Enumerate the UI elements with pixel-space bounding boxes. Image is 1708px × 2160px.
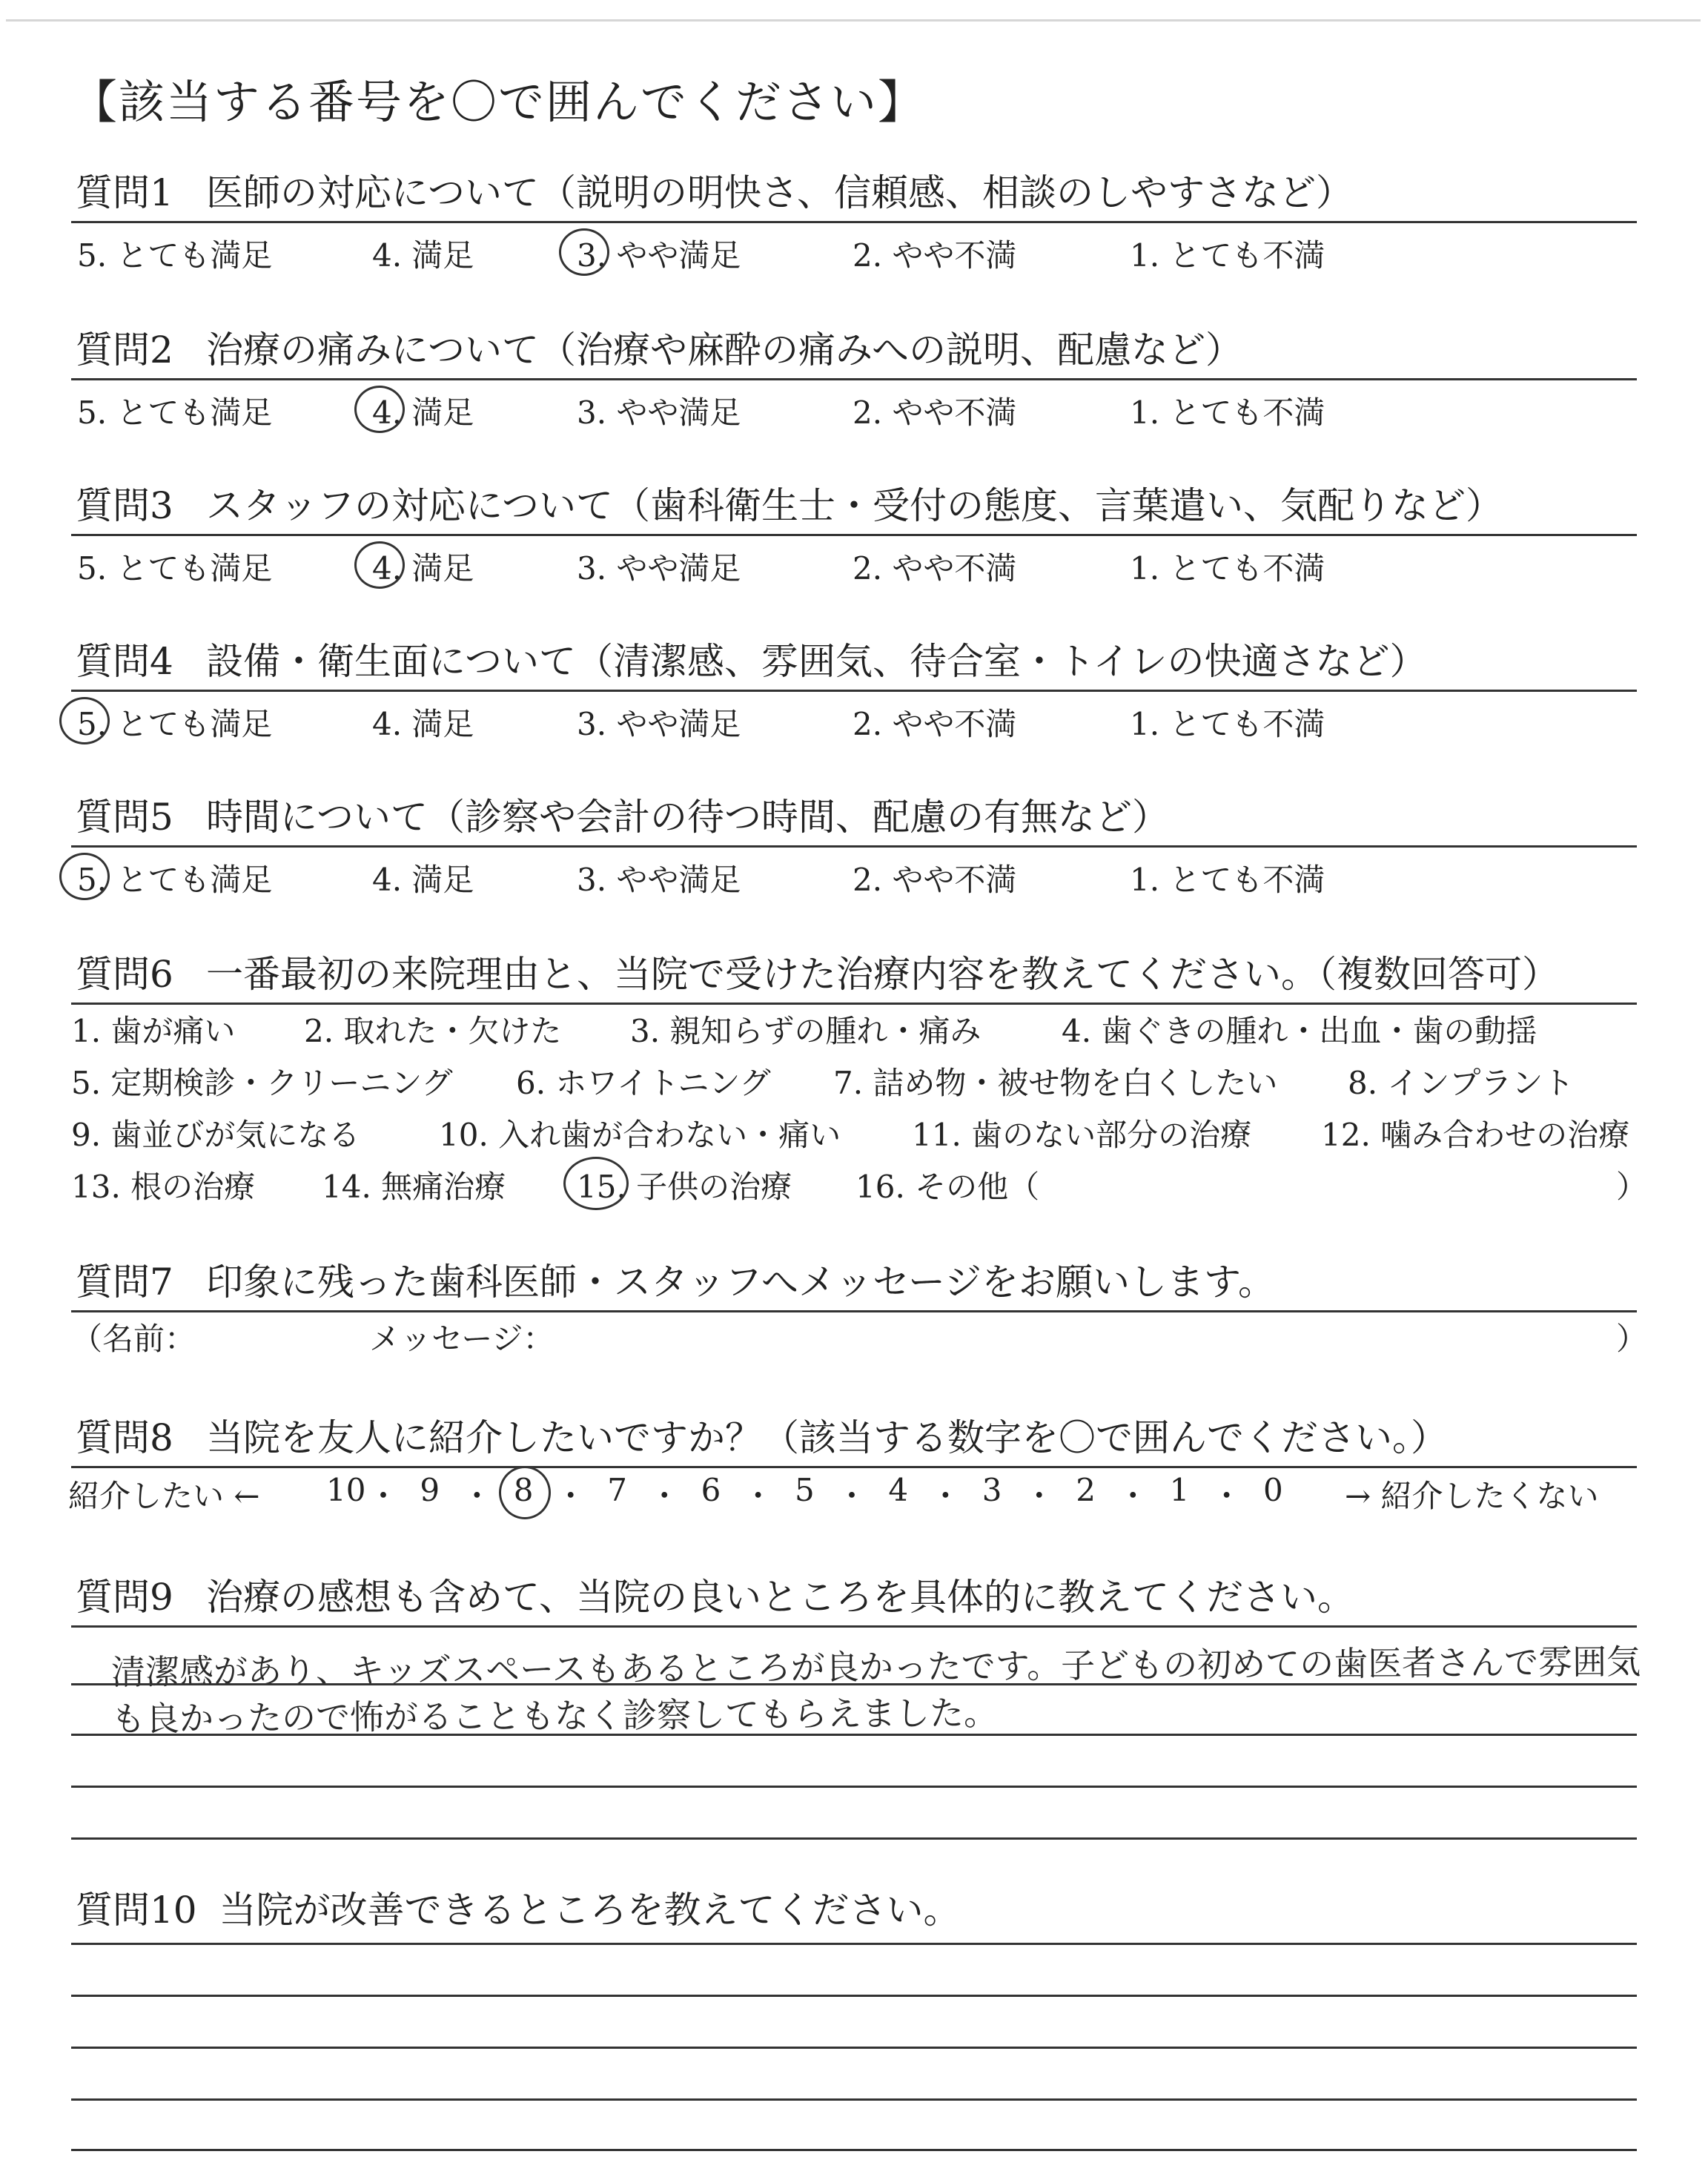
question-text: 当院が改善できるところを教えてください。 <box>219 1889 961 1932</box>
rating-option[interactable]: 2. やや不満 <box>853 862 1017 898</box>
question-text: 当院を友人に紹介したいですか？（該当する数字を〇で囲んでください。） <box>206 1416 1448 1459</box>
rating-option[interactable]: 5. とても満足 <box>77 237 273 274</box>
question-8-header <box>71 1414 1637 1468</box>
rating-option[interactable]: 3. やや満足 <box>577 862 741 898</box>
rating-option[interactable]: 4. 満足 <box>372 706 474 742</box>
answer-line <box>71 1786 1637 1788</box>
rating-option[interactable]: 2. やや不満 <box>853 550 1017 587</box>
scale-separator: ・ <box>742 1478 774 1514</box>
scale-number[interactable]: 3 <box>982 1472 1002 1508</box>
reason-option[interactable]: 3. 親知らずの腫れ・痛み <box>630 1013 982 1049</box>
answer-line <box>71 1943 1637 1945</box>
scale-number[interactable]: 1 <box>1169 1472 1190 1508</box>
rating-option[interactable]: 1. とても不満 <box>1130 237 1325 274</box>
question-number: 質問5 <box>76 796 173 839</box>
question-text: 治療の痛みについて（治療や麻酔の痛みへの説明、配慮など） <box>206 328 1242 371</box>
answer-line <box>71 2098 1637 2101</box>
page-title: 【該当する番号を〇で囲んでください】 <box>71 75 926 129</box>
question-number: 質問10 <box>76 1889 197 1932</box>
message-label: メッセージ： <box>369 1321 555 1357</box>
reason-option[interactable]: 11. 歯のない部分の治療 <box>912 1117 1252 1153</box>
question-text: 設備・衛生面について（清潔感、雰囲気、待合室・トイレの快適さなど） <box>206 640 1427 683</box>
scale-number[interactable]: 4 <box>888 1472 909 1508</box>
selected-circle-mark <box>559 228 609 276</box>
rating-option[interactable]: 1. とても不満 <box>1130 550 1325 587</box>
selected-circle-mark <box>354 386 405 433</box>
scale-separator: ・ <box>1211 1478 1242 1514</box>
rating-option[interactable]: 4. 満足 <box>372 237 474 274</box>
rating-option[interactable]: 1. とても不満 <box>1130 394 1325 431</box>
selected-circle-mark <box>59 697 110 744</box>
question-1-header <box>71 169 1637 223</box>
rating-option[interactable]: 3. やや満足 <box>577 394 741 431</box>
question-number: 質問3 <box>76 484 173 527</box>
scale-separator: ・ <box>930 1478 961 1514</box>
reason-option[interactable]: 16. その他（ <box>855 1169 1040 1205</box>
question-text: 一番最初の来院理由と、当院で受けた治療内容を教えてください。（複数回答可） <box>206 953 1559 996</box>
question-text: 治療の感想も含めて、当院の良いところを具体的に教えてください。 <box>206 1576 1354 1619</box>
selected-circle-mark <box>59 853 110 900</box>
question-7-header <box>71 1258 1637 1312</box>
scale-separator: ・ <box>555 1478 586 1514</box>
rating-option[interactable]: 4. 満足 <box>372 394 474 431</box>
question-10-header <box>76 1880 961 1934</box>
recommend-right-label: → 紹介したくない <box>1345 1478 1599 1514</box>
selected-circle-mark <box>563 1157 629 1210</box>
rating-option[interactable]: 3. やや満足 <box>577 237 741 274</box>
other-close-paren: ） <box>1616 1169 1648 1205</box>
name-label: （名前： <box>71 1321 196 1357</box>
question-number: 質問9 <box>76 1576 173 1619</box>
scale-number[interactable]: 8 <box>513 1472 534 1508</box>
question-number: 質問1 <box>76 171 173 214</box>
answer-line <box>71 2047 1637 2049</box>
scale-number[interactable]: 5 <box>795 1472 815 1508</box>
scale-number[interactable]: 0 <box>1263 1472 1283 1508</box>
question-number: 質問4 <box>76 640 173 683</box>
reason-option[interactable]: 2. 取れた・欠けた <box>304 1013 562 1049</box>
reason-option[interactable]: 15. 子供の治療 <box>577 1169 792 1205</box>
rating-option[interactable]: 5. とても満足 <box>77 706 273 742</box>
selected-circle-mark <box>354 541 405 589</box>
answer-line <box>71 1683 1637 1685</box>
rating-option[interactable]: 2. やや不満 <box>853 237 1017 274</box>
rating-option[interactable]: 4. 満足 <box>372 550 474 587</box>
scale-number[interactable]: 9 <box>420 1472 440 1508</box>
answer-line <box>71 1995 1637 1997</box>
reason-option[interactable]: 13. 根の治療 <box>71 1169 256 1205</box>
scale-separator: ・ <box>368 1478 400 1514</box>
rating-option[interactable]: 5. とても満足 <box>77 394 273 431</box>
question-2-header <box>71 326 1637 380</box>
reason-option[interactable]: 10. 入れ歯が合わない・痛い <box>439 1117 841 1153</box>
question-text: 印象に残った歯科医師・スタッフへメッセージをお願いします。 <box>206 1261 1275 1304</box>
scale-number[interactable]: 6 <box>701 1472 721 1508</box>
reason-option[interactable]: 1. 歯が痛い <box>71 1013 236 1049</box>
recommend-left-label: 紹介したい ← <box>68 1478 260 1514</box>
rating-option[interactable]: 1. とても不満 <box>1130 862 1325 898</box>
reason-option[interactable]: 6. ホワイトニング <box>516 1065 771 1101</box>
rating-option[interactable]: 5. とても満足 <box>77 550 273 587</box>
question-4-header <box>71 638 1637 692</box>
question-number: 質問7 <box>76 1261 173 1304</box>
selected-circle-mark <box>499 1466 551 1519</box>
reason-option[interactable]: 5. 定期検診・クリーニング <box>71 1065 453 1101</box>
answer-line <box>71 1734 1637 1736</box>
question-3-header <box>71 482 1637 536</box>
handwritten-answer-line: 清潔感があり、キッズスペースもあるところが良かったです。子どもの初めての歯医者さんで雰囲気 <box>110 1641 1641 1693</box>
rating-option[interactable]: 2. やや不満 <box>853 706 1017 742</box>
scan-edge-line <box>6 19 1701 22</box>
reason-option[interactable]: 9. 歯並びが気になる <box>71 1117 360 1153</box>
question-6-header <box>71 951 1637 1005</box>
question-number: 質問6 <box>76 953 173 996</box>
rating-option[interactable]: 2. やや不満 <box>853 394 1017 431</box>
question-number: 質問2 <box>76 328 173 371</box>
question-5-header <box>71 793 1637 848</box>
scale-separator: ・ <box>1117 1478 1149 1514</box>
scale-number[interactable]: 2 <box>1076 1472 1096 1508</box>
answer-line <box>71 1837 1637 1840</box>
reason-option[interactable]: 8. インプラント <box>1348 1065 1575 1101</box>
q7-close-paren: ） <box>1616 1321 1648 1357</box>
question-text: 時間について（診察や会計の待つ時間、配慮の有無など） <box>206 796 1169 839</box>
answer-line <box>71 2149 1637 2151</box>
question-number: 質問8 <box>76 1416 173 1459</box>
rating-option[interactable]: 5. とても満足 <box>77 862 273 898</box>
rating-option[interactable]: 1. とても不満 <box>1130 706 1325 742</box>
question-9-header <box>71 1573 1637 1628</box>
reason-option[interactable]: 7. 詰め物・被せ物を白くしたい <box>833 1065 1278 1101</box>
reason-option[interactable]: 12. 噛み合わせの治療 <box>1321 1117 1630 1153</box>
scale-number[interactable]: 7 <box>607 1472 627 1508</box>
question-text: 医師の対応について（説明の明快さ、信頼感、相談のしやすさなど） <box>206 171 1353 214</box>
scale-number[interactable]: 10 <box>326 1472 366 1508</box>
reason-option[interactable]: 4. 歯ぐきの腫れ・出血・歯の動揺 <box>1062 1013 1537 1049</box>
scale-separator: ・ <box>836 1478 868 1514</box>
scale-separator: ・ <box>461 1478 493 1514</box>
handwritten-answer-line: も良かったので怖がることもなく診察してもらえました。 <box>110 1692 999 1740</box>
question-text: スタッフの対応について（歯科衛生士・受付の態度、言葉遣い、気配りなど） <box>206 484 1503 527</box>
rating-option[interactable]: 3. やや満足 <box>577 550 741 587</box>
reason-option[interactable]: 14. 無痛治療 <box>322 1169 506 1205</box>
rating-option[interactable]: 4. 満足 <box>372 862 474 898</box>
scale-separator: ・ <box>649 1478 681 1514</box>
rating-option[interactable]: 3. やや満足 <box>577 706 741 742</box>
scale-separator: ・ <box>1023 1478 1055 1514</box>
